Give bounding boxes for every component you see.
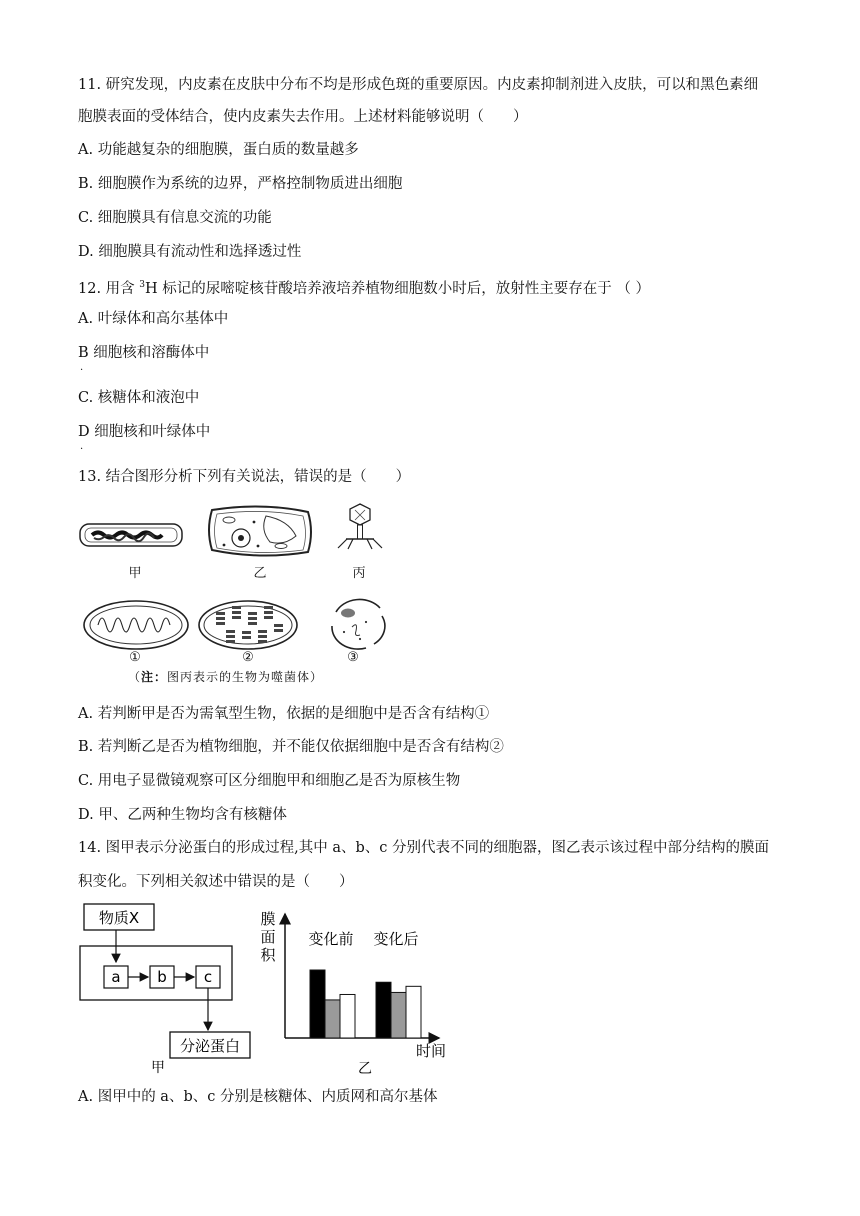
q11-option-c: C. 细胞膜具有信息交流的功能 [78,210,272,226]
q13-option-c: C. 用电子显微镜观察可区分细胞甲和细胞乙是否为原核生物 [78,773,461,789]
q13-stem: 13. 结合图形分析下列有关说法，错误的是（ ） [78,469,411,485]
fig-label-bing: 丙 [352,566,366,581]
bar-after-3 [406,986,421,1038]
diagram-jia-label: 甲 [151,1060,165,1076]
chart-x-axis-label: 时间 [415,1042,447,1060]
q12-stem: 12. 用含 $^3$H 标记的尿嘧啶核苷酸培养液培养植物细胞数小时后，放射性主要存在于 （ ） [78,280,650,297]
fig-label-1: ① [129,650,141,665]
q14-chart-yi [255,900,455,1080]
substance-x-label: 物质X [98,909,140,927]
q14-stem-line2: 积变化。下列相关叙述中错误的是（ ） [78,874,354,890]
chart-y-axis-label-char: 膜 [260,910,276,928]
phage-bing-icon [338,504,382,549]
chart-y-axis-label-char: 面 [260,928,276,946]
chart-yi-label: 乙 [358,1061,372,1077]
fig-label-jia: 甲 [128,566,142,581]
nucleus-icon [332,599,385,649]
q12-option-d-dot: . [80,441,84,452]
q13-figure-note: （注：图丙表示的生物为噬菌体） [128,670,324,684]
cell-jia-icon [80,524,182,546]
organelle-a-label: a [111,968,121,986]
chart-y-axis-label [260,910,276,964]
bar-before-1 [310,970,325,1038]
bar-after-2 [391,992,406,1038]
category-label-after: 变化后 [373,930,419,948]
chart-y-axis-label-char: 积 [260,946,276,964]
bar-after-1 [376,982,391,1038]
q12-option-d: D 细胞核和叶绿体中 [78,424,211,440]
q12-option-b: B 细胞核和溶酶体中 [78,345,210,361]
q14-option-a: A. 图甲中的 a、b、c 分别是核糖体、内质网和高尔基体 [78,1089,438,1105]
bar-before-2 [325,1000,340,1038]
organelle-c-label: c [203,968,213,986]
q11-option-a: A. 功能越复杂的细胞膜，蛋白质的数量越多 [78,142,359,158]
q11-stem-line2: 胞膜表面的受体结合，使内皮素失去作用。上述材料能够说明（ ） [78,109,528,125]
q11-stem-line1: 11. 研究发现，内皮素在皮肤中分布不均是形成色斑的重要原因。内皮素抑制剂进入皮肤，可以和黑色素细 [78,77,759,93]
q12-option-a: A. 叶绿体和高尔基体中 [78,311,229,327]
q11-option-b: B. 细胞膜作为系统的边界，严格控制物质进出细胞 [78,176,403,192]
mitochondrion-icon [84,601,188,649]
category-label-before: 变化前 [308,930,354,948]
q14-diagram-jia [76,900,266,1080]
organelle-b-label: b [157,968,167,986]
q11-option-d: D. 细胞膜具有流动性和选择透过性 [78,244,302,260]
cell-yi-icon [209,506,311,555]
q13-option-d: D. 甲、乙两种生物均含有核糖体 [78,807,287,823]
fig-label-yi: 乙 [253,566,267,581]
q13-option-a: A. 若判断甲是否为需氧型生物，依据的是细胞中是否含有结构① [78,706,490,722]
secretory-protein-label: 分泌蛋白 [179,1037,241,1055]
chloroplast-icon [199,601,297,649]
bar-before-3 [340,994,355,1038]
q14-stem-line1: 14. 图甲表示分泌蛋白的形成过程,其中 a、b、c 分别代表不同的细胞器，图乙表示该过程中部分结构的膜面 [78,840,770,856]
fig-label-3: ③ [347,650,359,665]
q13-option-b: B. 若判断乙是否为植物细胞，并不能仅依据细胞中是否含有结构② [78,739,504,755]
q12-option-b-dot: . [80,362,84,373]
fig-label-2: ② [242,650,254,665]
q12-option-c: C. 核糖体和液泡中 [78,390,200,406]
